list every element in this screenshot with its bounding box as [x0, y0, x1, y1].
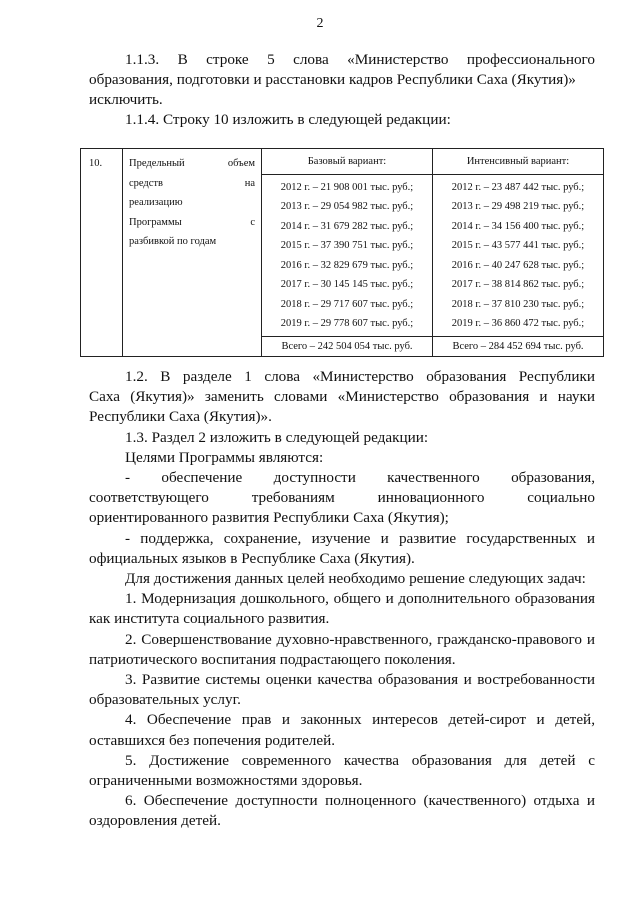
- paragraph-1-2-line3: Республики Саха (Якутия)».: [89, 408, 272, 426]
- base-variant-total: Всего – 242 504 054 тыс. руб.: [262, 336, 432, 357]
- intensive-variant-header: Интенсивный вариант:: [433, 152, 603, 175]
- base-variant-row: 2019 г. – 29 778 607 тыс. руб.;: [280, 318, 414, 329]
- intensive-variant-row: 2015 г. – 43 577 441 тыс. руб.;: [451, 240, 585, 251]
- goal-1-line1: - обеспечение доступности качественного образования,: [125, 469, 595, 487]
- base-variant-header: Базовый вариант:: [262, 152, 432, 175]
- description-line: Предельный объем: [129, 158, 255, 169]
- base-variant-cell: [262, 149, 433, 357]
- goal-1-line3: ориентированного развития Республики Саха (Якутия);: [89, 509, 449, 527]
- task-5-line1: 5. Достижение современного качества образования для детей с: [125, 751, 595, 769]
- paragraph-1-1-3-line2: образования, подготовки и расстановки кадров Республики Саха (Якутия)»: [89, 71, 576, 88]
- task-2-line2: патриотического воспитания подрастающего поколения.: [89, 650, 456, 668]
- task-5-line2: ограниченными возможностями здоровья.: [89, 772, 363, 790]
- description-line: разбивкой по годам: [129, 236, 217, 247]
- goal-2-line2: официальных языков в Республике Саха (Якутия).: [89, 549, 415, 567]
- base-variant-row: 2015 г. – 37 390 751 тыс. руб.;: [280, 240, 414, 251]
- main-text-section: [89, 367, 595, 832]
- page-number: 2: [316, 16, 324, 31]
- intensive-variant-row: 2012 г. – 23 487 442 тыс. руб.;: [451, 181, 585, 193]
- goals-intro: Целями Программы являются:: [125, 448, 324, 466]
- description-line: реализацию: [129, 197, 183, 208]
- task-4-line1: 4. Обеспечение прав и законных интересов детей-сирот и детей,: [125, 711, 595, 729]
- base-variant-row: 2017 г. – 30 145 145 тыс. руб.;: [280, 279, 414, 290]
- intensive-variant-row: 2017 г. – 38 814 862 тыс. руб.;: [451, 279, 585, 290]
- task-4-line2: оставшихся без попечения родителей.: [89, 731, 336, 749]
- base-variant-row: 2012 г. – 21 908 001 тыс. руб.;: [280, 181, 414, 193]
- base-variant-row: 2018 г. – 29 717 607 тыс. руб.;: [280, 298, 414, 310]
- goal-1-line2: соответствующего требованиям инновационного социально: [89, 489, 595, 507]
- description-cell: [123, 149, 262, 357]
- paragraph-1-1-3-line3: исключить.: [89, 91, 163, 108]
- description-line: Программы с: [129, 216, 255, 228]
- intensive-variant-row: 2018 г. – 37 810 230 тыс. руб.;: [451, 298, 585, 310]
- paragraph-1-2-line2: Саха (Якутия)» заменить словами «Министерство образования и науки: [89, 388, 595, 406]
- base-variant-row: 2014 г. – 31 679 282 тыс. руб.;: [280, 220, 414, 232]
- paragraph-1-1-4: 1.1.4. Строку 10 изложить в следующей редакции:: [125, 111, 451, 128]
- task-6-line1: 6. Обеспечение доступности полноценного (качественного) отдыха и: [125, 792, 595, 810]
- table-row: [81, 149, 604, 357]
- intensive-variant-row: 2014 г. – 34 156 400 тыс. руб.;: [451, 220, 585, 232]
- tasks-intro: Для достижения данных целей необходимо решение следующих задач:: [125, 570, 586, 588]
- description-line: средств на: [129, 177, 255, 189]
- task-2-line1: 2. Совершенствование духовно-нравственного, гражданско-правового и: [125, 630, 595, 648]
- goal-2-line1: - поддержка, сохранение, изучение и развитие государственных и: [125, 529, 595, 547]
- intro-section: [89, 50, 595, 130]
- task-1-line1: 1. Модернизация дошкольного, общего и дополнительного образования: [125, 590, 595, 608]
- intensive-variant-total: Всего – 284 452 694 тыс. руб.: [433, 336, 603, 357]
- intensive-variant-row: 2013 г. – 29 498 219 тыс. руб.;: [451, 201, 585, 212]
- base-variant-row: 2013 г. – 29 054 982 тыс. руб.;: [280, 201, 414, 212]
- budget-table: [80, 148, 604, 357]
- row-number: 10.: [89, 158, 103, 169]
- base-variant-row: 2016 г. – 32 829 679 тыс. руб.;: [280, 259, 414, 271]
- intensive-variant-cell: [433, 149, 604, 357]
- row-number-cell: [81, 149, 123, 357]
- task-3-line2: образовательных услуг.: [89, 691, 241, 709]
- paragraph-1-3: 1.3. Раздел 2 изложить в следующей редакции:: [125, 428, 429, 446]
- task-6-line2: оздоровления детей.: [89, 812, 221, 830]
- intensive-variant-row: 2016 г. – 40 247 628 тыс. руб.;: [451, 259, 585, 271]
- task-3-line1: 3. Развитие системы оценки качества образования и востребованности: [125, 671, 595, 689]
- intensive-variant-row: 2019 г. – 36 860 472 тыс. руб.;: [451, 318, 585, 329]
- task-1-line2: как института социального развития.: [89, 610, 330, 628]
- paragraph-1-2-line1: 1.2. В разделе 1 слова «Министерство образования Республики: [125, 368, 595, 385]
- paragraph-1-1-3-line1: 1.1.3. В строке 5 слова «Министерство профессионального: [125, 51, 595, 68]
